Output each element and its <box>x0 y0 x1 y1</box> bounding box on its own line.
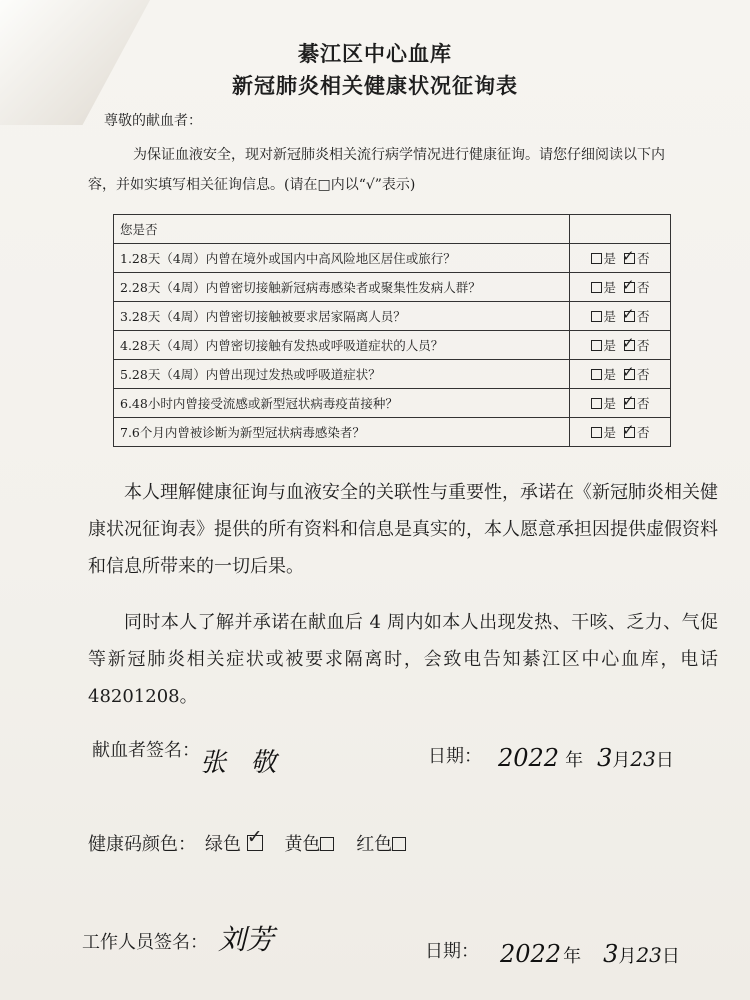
health-code-red[interactable]: 红色 <box>356 834 408 855</box>
check-mark-icon: ✓ <box>621 392 635 410</box>
yes-label: 是 <box>603 425 617 440</box>
yes-option[interactable] <box>591 309 617 324</box>
yes-checkbox[interactable] <box>591 369 602 380</box>
yes-label: 是 <box>603 396 617 411</box>
date-1-month: 3 <box>597 744 613 772</box>
no-checkbox[interactable] <box>621 334 635 352</box>
questionnaire-table <box>113 214 671 447</box>
intro-paragraph: 为保证血液安全，现对新冠肺炎相关流行病学情况进行健康征询。请您仔细阅读以下内容，并如实填写相关征询信息。(请在□内以“√”表示) <box>88 147 665 193</box>
no-label: 否 <box>636 425 650 440</box>
question-row <box>114 244 671 273</box>
no-checkbox[interactable] <box>621 305 635 323</box>
yes-checkbox[interactable] <box>591 282 602 293</box>
check-mark-icon: ✓ <box>621 276 635 294</box>
date-1-day-unit: 日 <box>655 750 674 771</box>
question-row <box>114 360 671 389</box>
yes-option[interactable] <box>591 367 617 382</box>
check-mark-icon: ✓ <box>621 363 635 381</box>
table-header-answer <box>570 215 671 244</box>
question-text: 3.28天（4周）内曾密切接触被要求居家隔离人员？ <box>114 302 570 331</box>
no-label: 否 <box>636 367 650 382</box>
yellow-checkbox[interactable] <box>320 837 334 851</box>
health-code-yellow[interactable]: 黄色 <box>284 834 336 855</box>
check-mark-icon: ✓ <box>246 826 263 848</box>
form-title: 新冠肺炎相关健康状况征询表 <box>232 74 518 98</box>
question-row <box>114 418 671 447</box>
green-checkbox[interactable] <box>246 826 265 855</box>
date-2-month-unit: 月 <box>618 946 637 967</box>
yes-option[interactable] <box>591 425 617 440</box>
table-header-row <box>114 215 671 244</box>
date-1-year-unit: 年 <box>565 750 584 771</box>
no-option[interactable] <box>621 334 650 353</box>
question-text: 2.28天（4周）内曾密切接触新冠病毒感染者或聚集性发病人群？ <box>114 273 570 302</box>
question-text: 6.48小时内曾接受流感或新型冠状病毒疫苗接种？ <box>114 389 570 418</box>
date-2-year-unit: 年 <box>563 946 582 967</box>
no-label: 否 <box>636 396 650 411</box>
date-1-day: 23 <box>630 747 656 771</box>
question-text: 7.6个月内曾被诊断为新型冠状病毒感染者？ <box>114 418 570 447</box>
no-label: 否 <box>636 338 650 353</box>
question-row <box>114 389 671 418</box>
no-checkbox[interactable] <box>621 363 635 381</box>
answer-cell <box>570 360 671 389</box>
yes-checkbox[interactable] <box>591 253 602 264</box>
no-option[interactable] <box>621 421 650 440</box>
question-row <box>114 331 671 360</box>
no-checkbox[interactable] <box>621 392 635 410</box>
yes-option[interactable] <box>591 251 617 266</box>
form-title-org: 綦江区中心血库 <box>298 42 452 66</box>
table-header: 您是否 <box>114 215 570 244</box>
donor-signature: 张 敬 <box>200 748 285 778</box>
question-row <box>114 302 671 331</box>
answer-cell <box>570 273 671 302</box>
date-2 <box>500 940 680 968</box>
no-label: 否 <box>636 309 650 324</box>
health-code-options <box>205 826 408 856</box>
question-text: 5.28天（4周）内曾出现过发热或呼吸道症状？ <box>114 360 570 389</box>
yes-checkbox[interactable] <box>591 340 602 351</box>
check-mark-icon: ✓ <box>621 247 635 265</box>
yes-label: 是 <box>603 367 617 382</box>
yes-option[interactable] <box>591 280 617 295</box>
date-label-1: 日期： <box>428 746 482 767</box>
health-code-label: 健康码颜色： <box>88 834 196 855</box>
greeting: 尊敬的献血者： <box>104 113 202 129</box>
question-text: 1.28天（4周）内曾在境外或国内中高风险地区居住或旅行？ <box>114 244 570 273</box>
yes-label: 是 <box>603 338 617 353</box>
pledge-paragraph-2: 同时本人了解并承诺在献血后 4 周内如本人出现发热、干咳、乏力、气促等新冠肺炎相关症状或被要求隔离时，会致电告知綦江区中心血库，电话48201208。 <box>88 612 718 707</box>
no-option[interactable] <box>621 363 650 382</box>
date-2-day-unit: 日 <box>661 946 680 967</box>
yes-checkbox[interactable] <box>591 311 602 322</box>
date-2-month: 3 <box>603 940 619 968</box>
no-label: 否 <box>636 280 650 295</box>
date-2-day: 23 <box>636 943 662 967</box>
yes-label: 是 <box>603 251 617 266</box>
staff-sign-label: 工作人员签名： <box>82 932 208 953</box>
answer-cell <box>570 244 671 273</box>
no-option[interactable] <box>621 247 650 266</box>
date-1 <box>498 744 674 772</box>
answer-cell <box>570 389 671 418</box>
answer-cell <box>570 331 671 360</box>
check-mark-icon: ✓ <box>621 305 635 323</box>
staff-signature: 刘芳 <box>218 923 275 956</box>
no-option[interactable] <box>621 305 650 324</box>
no-checkbox[interactable] <box>621 421 635 439</box>
yes-label: 是 <box>603 280 617 295</box>
yes-checkbox[interactable] <box>591 427 602 438</box>
date-1-year: 2022 <box>498 744 560 772</box>
check-mark-icon: ✓ <box>621 421 635 439</box>
no-option[interactable] <box>621 276 650 295</box>
yes-option[interactable] <box>591 338 617 353</box>
pledge-paragraph-1: 本人理解健康征询与血液安全的关联性与重要性，承诺在《新冠肺炎相关健康状况征询表》提供的所有资料和信息是真实的，本人愿意承担因提供虚假资料和信息所带来的一切后果。 <box>88 482 718 577</box>
no-label: 否 <box>636 251 650 266</box>
health-code-green[interactable]: 绿色 ✓ <box>205 834 265 855</box>
question-row <box>114 273 671 302</box>
no-checkbox[interactable] <box>621 276 635 294</box>
no-checkbox[interactable] <box>621 247 635 265</box>
donor-sign-label: 献血者签名： <box>92 740 200 761</box>
yes-option[interactable] <box>591 396 617 411</box>
yes-label: 是 <box>603 309 617 324</box>
answer-cell <box>570 418 671 447</box>
question-text: 4.28天（4周）内曾密切接触有发热或呼吸道症状的人员？ <box>114 331 570 360</box>
date-2-year: 2022 <box>500 940 562 968</box>
date-1-month-unit: 月 <box>612 750 631 771</box>
date-label-2: 日期： <box>425 941 479 962</box>
no-option[interactable] <box>621 392 650 411</box>
yes-checkbox[interactable] <box>591 398 602 409</box>
red-checkbox[interactable] <box>392 837 406 851</box>
answer-cell <box>570 302 671 331</box>
check-mark-icon: ✓ <box>621 334 635 352</box>
